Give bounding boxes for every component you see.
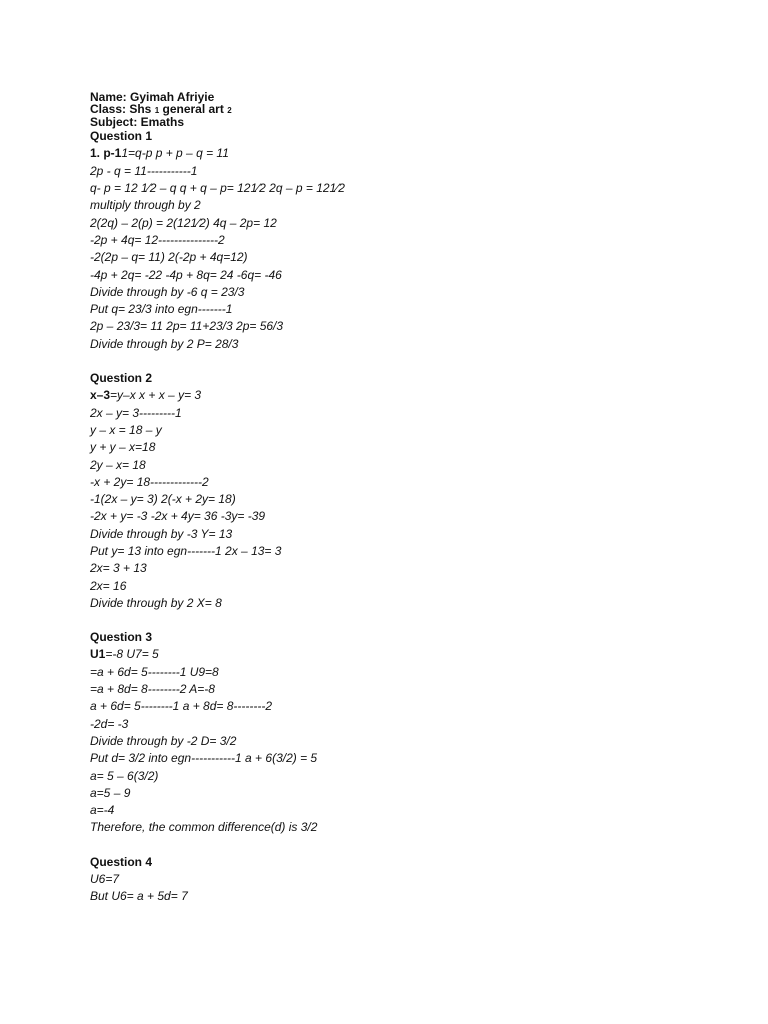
line-bold: x–3 [90, 388, 111, 403]
question-3 [90, 629, 730, 837]
question-line: 2x – y= 3---------1 [90, 405, 182, 420]
class-number: 1 [154, 106, 160, 116]
spacer [90, 612, 730, 629]
spacer [90, 837, 730, 854]
question-line: Divide through by -3 Y= 13 [90, 526, 233, 541]
subject: Subject: Emaths [90, 114, 185, 129]
question-line: Divide through by -2 D= 3/2 [90, 733, 237, 748]
question-line: 2y – x= 18 [90, 457, 146, 472]
question-line [90, 145, 730, 162]
question-line: a=5 – 9 [90, 785, 131, 800]
question-title: Question 4 [90, 854, 153, 869]
question-line: But U6= a + 5d= 7 [90, 889, 188, 904]
question-line: =a + 6d= 5--------1 U9=8 [90, 664, 219, 679]
class-rest: general art [159, 102, 228, 117]
student-header [90, 91, 730, 128]
question-title: Question 3 [90, 630, 153, 645]
line-bold: 1. p-1 [90, 146, 122, 161]
question-line: U6=7 [90, 872, 120, 887]
question-line: -4p + 2q= -22 -4p + 8q= 24 -6q= -46 [90, 267, 282, 282]
question-line: a=-4 [90, 803, 115, 818]
question-line: q- p = 12 1⁄2 – q q + q – p= 121⁄2 2q – p = 121⁄2 [90, 181, 345, 196]
question-line: multiply through by 2 [90, 198, 201, 213]
question-1 [90, 128, 730, 353]
question-line: -2d= -3 [90, 716, 129, 731]
question-title: Question 2 [90, 371, 153, 386]
question-line: 2p - q = 11-----------1 [90, 163, 198, 178]
question-line [90, 646, 730, 663]
class-label: Class: Shs [90, 102, 155, 117]
spacer [90, 353, 730, 370]
student-name: Name: Gyimah Afriyie [90, 90, 215, 104]
question-4 [90, 854, 730, 906]
question-line: -2(2p – q= 11) 2(-2p + 4q=12) [90, 250, 248, 265]
question-line: Therefore, the common difference(d) is 3/2 [90, 820, 318, 835]
question-line: a + 6d= 5--------1 a + 8d= 8--------2 [90, 699, 273, 714]
document-page [90, 91, 730, 906]
question-line [90, 387, 730, 404]
question-line: 2(2q) – 2(p) = 2(121⁄2) 4q – 2p= 12 [90, 215, 277, 230]
line-bold: U1 [90, 647, 106, 662]
question-2 [90, 370, 730, 612]
question-line: a= 5 – 6(3/2) [90, 768, 159, 783]
class-group: 2 [227, 106, 232, 116]
question-line: Put d= 3/2 into egn-----------1 a + 6(3/2) = 5 [90, 751, 318, 766]
line-rest: =-8 U7= 5 [105, 647, 159, 662]
question-line: Divide through by 2 X= 8 [90, 595, 222, 610]
question-line: y + y – x=18 [90, 440, 156, 455]
question-line: 2x= 3 + 13 [90, 561, 147, 576]
question-line: -2p + 4q= 12---------------2 [90, 232, 225, 247]
question-line: 2p – 23/3= 11 2p= 11+23/3 2p= 56/3 [90, 319, 284, 334]
line-rest: 1=q-p p + p – q = 11 [121, 146, 229, 161]
question-line: 2x= 16 [90, 578, 127, 593]
question-line: y – x = 18 – y [90, 422, 162, 437]
question-line: =a + 8d= 8--------2 A=-8 [90, 682, 215, 697]
question-line: Divide through by 2 P= 28/3 [90, 336, 239, 351]
question-line: Put q= 23/3 into egn-------1 [90, 302, 233, 317]
question-title: Question 1 [90, 129, 153, 144]
question-line: Put y= 13 into egn-------1 2x – 13= 3 [90, 544, 282, 558]
question-line: Divide through by -6 q = 23/3 [90, 284, 245, 299]
question-line: -x + 2y= 18-------------2 [90, 474, 209, 489]
line-rest: =y–x x + x – y= 3 [110, 388, 202, 403]
student-class [90, 103, 730, 115]
question-line: -2x + y= -3 -2x + 4y= 36 -3y= -39 [90, 509, 266, 524]
question-line: -1(2x – y= 3) 2(-x + 2y= 18) [90, 492, 236, 507]
